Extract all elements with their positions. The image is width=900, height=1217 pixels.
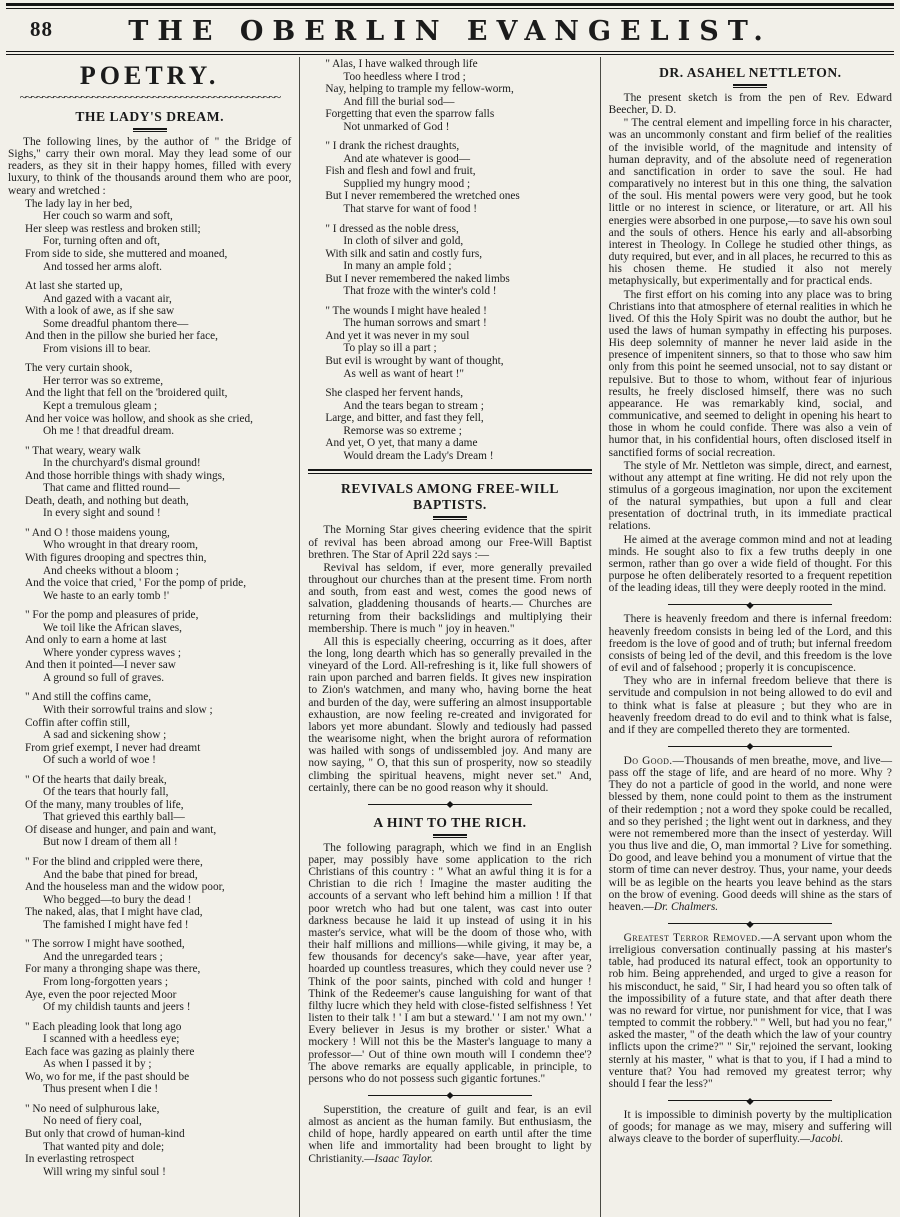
poem-line: Nay, helping to trample my fellow-worm, xyxy=(325,83,514,96)
poem-line: Supplied my hungry mood ; xyxy=(343,177,471,190)
poem-line: In many an ample fold ; xyxy=(343,260,452,273)
poem-line: And her voice was hollow, and shook as she cried, xyxy=(25,412,253,425)
poem-line: Of my childish taunts and jeers ! xyxy=(43,1001,191,1014)
poem-stanza xyxy=(325,58,591,133)
poem-line: " For the blind and crippled were there, xyxy=(25,856,203,869)
poem-line: " And O ! those maidens young, xyxy=(25,526,170,539)
poem-line: Large, and bitter, and fast they fell, xyxy=(325,412,484,425)
poem-line: " Each pleading look that long ago xyxy=(25,1020,182,1033)
article-paragraph: Greatest Terror Removed.—A servant upon whom the irreligious conversation continually passing at his master's table, had produced its natural effect, took an opportunity to rob him. Being apprehended, and urged to give a reason for his misconduct, he said, " Sir, I had heard you so often talk of the impossibility of a future state, and that after death there was no reward for virtue, nor punishment for vice, that I was tempted to commit the robbery." " Well, but had you no fear," asked the master, " of the death which the law of your country inflicts upon the crime?" " Sir," rejoined the servant, looking sternly at his master, " what is that to you, if I had a mind to venture that? You had removed my greatest terror; why should I fear the less?" xyxy=(608,932,892,1090)
poem-line: That came and flitted round— xyxy=(43,482,180,495)
poem-line: Of the many, many troubles of life, xyxy=(25,798,184,811)
poem-line: Not unmarked of God ! xyxy=(343,120,450,133)
poem-stanza xyxy=(325,387,591,462)
poem-line: Wo, wo for me, if the past should be xyxy=(25,1070,190,1083)
poem-stanza xyxy=(25,609,291,684)
poem-line: With silk and satin and costly furs, xyxy=(325,247,483,260)
poem-line: With their sorrowful trains and slow ; xyxy=(43,704,213,717)
tapered-rule xyxy=(368,1092,532,1099)
article-heading: A HINT TO THE RICH. xyxy=(308,815,591,838)
poem-stanza xyxy=(25,856,291,931)
poem-line: Who wrought in that dreary room, xyxy=(43,539,198,552)
article-paragraph: He aimed at the average common mind and not at leading minds. He sought also to fix a few truths deeply in one sermon, rather than go over a wide field of thought. For this purpose he often deliberately resorted to a frequent repetition of the leading ideas, till they were deeply rooted in the mind. xyxy=(608,533,892,595)
article-paragraph: The first effort on his coming into any place was to bring Christians into that atmosphere of eternal realities in which he lived. Of this the Holy Spirit was no doubt the author, but he used the laws of human sympathy in effecting his purposes. His deep solemnity of manner he never laid aside in the presence of impenitent sinners, so that to those who saw him only from this point he seemed unsocial, not to say distant or repulsive. But to those to whom, without fear of injurious results, he freely disclosed himself, there was no such appearance. He was remarkably kind, social, and communicative, and seemed to delight in opening his heart to those in whom he could confide. There was also a vein of humor that, in his confidential hours, often disclosed itself in sanctified forms of social recreation. xyxy=(608,288,892,459)
double-rule xyxy=(308,469,591,474)
poem-line: For many a thronging shape was there, xyxy=(25,963,201,976)
poem-stanza xyxy=(25,445,291,520)
tapered-rule xyxy=(368,801,532,808)
poem-line: I scanned with a heedless eye; xyxy=(43,1033,180,1046)
poem-line: And gazed with a vacant air, xyxy=(43,292,172,305)
poem-line: And then it pointed—I never saw xyxy=(25,659,176,672)
poem-line: For, turning often and oft, xyxy=(43,235,160,248)
tapered-rule xyxy=(668,743,832,750)
tapered-rule xyxy=(668,920,832,927)
poem-line: As well as want of heart !" xyxy=(343,367,465,380)
attribution: —Jacobi. xyxy=(799,1133,844,1146)
poem-stanza xyxy=(325,305,591,380)
article-paragraph: The following paragraph, which we find in an English paper, may possibly have some application to the rich Christians of this country : " What an awful thing it is for a Christian to die rich ! Imagine the master auditing the accounts of a servant who left behind him a million ! If that poor wretch who had but one talent, was cast into outer darkness because he laid it up instead of using it in his master's service, what will be the doom of those who, with their half millions and millions—while giving, it may be, a few thousands for decency's sake—have, year after year, hoarded up countless treasures, which they could never use ? Think of the poor saints, pinched with cold and hunger ! Think of the Redeemer's cause languishing for want of that filthy lucre which they held with close-fisted selfishness ! Yet listen to their talk ! ' I am but a steward.' ' I am not my own.' ' Every believer in Jesus is my brother or sister.' What a mockery ! Will not this be the Master's language to many a professor—' Out of thine own mouth will I condemn thee'? The above remarks are equally applicable, in principle, to persons who do not possess such gigantic fortunes." xyxy=(308,841,592,1085)
poem-stanza xyxy=(25,527,291,602)
article-heading: THE LADY'S DREAM. xyxy=(8,109,291,132)
poem-line: In every sight and sound ! xyxy=(43,507,161,520)
masthead-title: THE OBERLIN EVANGELIST. xyxy=(128,16,772,47)
header-bottom-rule xyxy=(6,51,894,55)
poem-line: But only that crowd of human-kind xyxy=(25,1127,185,1140)
poem-line: And those horrible things with shady wings, xyxy=(25,469,225,482)
poem-line: From visions ill to bear. xyxy=(43,342,151,355)
poem-line: The human sorrows and smart ! xyxy=(343,317,487,330)
poem-line: Of disease and hunger, and pain and want, xyxy=(25,823,217,836)
poem-line: And ate whatever is good— xyxy=(343,152,471,165)
tapered-rule xyxy=(668,1097,832,1104)
poem-line: Will wring my sinful soul ! xyxy=(43,1165,166,1178)
poem-line: " I dressed as the noble dress, xyxy=(325,222,459,235)
column-layout xyxy=(0,57,900,1217)
poem-stanza xyxy=(25,938,291,1013)
poem-line: Oh me ! that dreadful dream. xyxy=(43,425,175,438)
article-paragraph: The following lines, by the author of " the Bridge of Sighs," carry their own moral. May they lead some of our readers, as they sit in their happy homes, filled with every luxury, to think of the thousands around them who are poor, weary and wretched : xyxy=(8,136,292,197)
poem-line: And fill the burial sod— xyxy=(343,95,455,108)
poem-line: That starve for want of food ! xyxy=(343,203,477,216)
poem-line: Remorse was so extreme ; xyxy=(343,424,462,437)
masthead-row xyxy=(0,9,900,49)
poem-line: And the unregarded tears ; xyxy=(43,950,163,963)
poem-line: We toil like the African slaves, xyxy=(43,621,183,634)
poem-line: And tossed her arms aloft. xyxy=(43,260,162,273)
poem-line: Her couch so warm and soft, xyxy=(43,210,173,223)
poem-line: No need of fiery coal, xyxy=(43,1115,142,1128)
poem-line: Death, death, and nothing but death, xyxy=(25,494,189,507)
poem-line: Who begged—to bury the dead ! xyxy=(43,893,192,906)
article-paragraph: The Morning Star gives cheering evidence that the spirit of revival has been abroad among our Free-Will Baptist brethren. The Star of April 22d says :— xyxy=(308,524,592,561)
poem-line: And yet, O yet, that many a dame xyxy=(325,437,478,450)
poem-stanza xyxy=(25,280,291,355)
poem-line: " And still the coffins came, xyxy=(25,691,152,704)
poem-line: And only to earn a home at last xyxy=(25,634,167,647)
poem-line: And the light that fell on the 'broidered quilt, xyxy=(25,387,228,400)
paragraph-lead: Do Good.— xyxy=(623,754,685,767)
poem-stanza xyxy=(25,774,291,849)
section-title: POETRY. ~~~~~ xyxy=(8,61,291,102)
article-paragraph: " The central element and impelling force in his character, was an uncommonly constant and firm belief of the realities of the invisible world, of the magnitude and intensity of human depravity, and of the absolute need of regeneration and sanctification in order to save the soul. He had comparatively no interest but in this one thing, the salvation of the soul. His mental powers were very good, but he took little or no interest in science, or literature, or art. All his energies were absorbed in one purpose,—to save his own soul and the souls of others. Hence his early and all-absorbing interest in Theology. In College he studied other things, as duty required, but ever, and in all places, he recurred to this as his chosen theme. He studied it also not merely metaphysically, but experimentally and for practical ends. xyxy=(608,117,892,288)
article-paragraph: They who are in infernal freedom believe that there is servitude and compulsion in not being allowed to do evil and to think what is false at pleasure ; but they who are in heavenly freedom dread to do evil and to think what is false, and if they are compelled thereto they are tormented. xyxy=(608,675,892,736)
poem-line: A ground so full of graves. xyxy=(43,671,165,684)
poem-line: " No need of sulphurous lake, xyxy=(25,1102,160,1115)
poem-line: To play so ill a part ; xyxy=(343,342,437,355)
poem-line: In everlasting retrospect xyxy=(25,1153,135,1166)
poem-line: Would dream the Lady's Dream ! xyxy=(343,449,494,462)
poem-line: Of the tears that hourly fall, xyxy=(43,786,169,799)
poem-stanza xyxy=(25,1103,291,1178)
poem-line: Kept a tremulous gleam ; xyxy=(43,399,158,412)
poem-line: A sad and sickening show ; xyxy=(43,729,167,742)
poem-line: Where yonder cypress waves ; xyxy=(43,646,182,659)
poem-line: From long-forgotten years ; xyxy=(43,975,168,988)
poem-line: That wanted pity and dole; xyxy=(43,1140,165,1153)
poem-line: But evil is wrought by want of thought, xyxy=(325,355,504,368)
poem-stanza xyxy=(25,691,291,766)
poem-stanza xyxy=(25,1021,291,1096)
poem-line: Forgetting that even the sparrow falls xyxy=(325,108,495,121)
poem-line: And the voice that cried, ' For the pomp of pride, xyxy=(25,577,247,590)
poem-line: Fish and flesh and fowl and fruit, xyxy=(325,165,476,178)
poem-line: Thus present when I die ! xyxy=(43,1083,159,1096)
column-middle xyxy=(299,57,600,1217)
poem-line: " The wounds I might have healed ! xyxy=(325,304,487,317)
poem-line: And then in the pillow she buried her face, xyxy=(25,330,218,343)
poem-line: The famished I might have fed ! xyxy=(43,918,189,931)
poem-line: But now I dream of them all ! xyxy=(43,836,178,849)
article-paragraph: The present sketch is from the pen of Rev. Edward Beecher, D. D. xyxy=(608,92,892,117)
article-paragraph: It is impossible to diminish poverty by the multiplication of goods; for manage as we may, misery and suffering will always cleave to the border of superfluity.—Jacobi. xyxy=(608,1109,892,1146)
poem-line: That grieved this earthly ball— xyxy=(43,811,185,824)
poem-line: " For the pomp and pleasures of pride, xyxy=(25,609,199,622)
poem-line: The lady lay in her bed, xyxy=(25,197,133,210)
poem-line: Coffin after coffin still, xyxy=(25,716,130,729)
page-number: 88 xyxy=(30,17,53,41)
article-paragraph: Superstition, the creature of guilt and fear, is an evil almost as ancient as the human family. But enthusiasm, the child of hope, hardly appeared on earth until after the time when life and immortality had been brought to light by Christianity.—Isaac Taylor. xyxy=(308,1103,592,1165)
poem-line: Aye, even the poor rejected Moor xyxy=(25,988,177,1001)
poem-line: From grief exempt, I never had dreamt xyxy=(25,741,201,754)
article-paragraph: Revival has seldom, if ever, more generally prevailed throughout our churches than at the present time. From north and south, from east and west, comes the good news of salvation, gladdening thousands of hearts.— Churches are returning from their backslidings and multiplying their membership. There is much " joy in heaven." xyxy=(308,561,592,635)
attribution: —Isaac Taylor. xyxy=(364,1152,433,1165)
poem-line: As when I passed it by ; xyxy=(43,1058,152,1071)
poem-line: And the tears began to stream ; xyxy=(343,399,484,412)
paragraph-lead: Greatest Terror Removed.— xyxy=(623,932,773,944)
poem-stanza xyxy=(25,362,291,437)
poem-line: " That weary, weary walk xyxy=(25,444,141,457)
poem-line: At last she started up, xyxy=(25,280,123,293)
poem-line: With figures drooping and spectres thin, xyxy=(25,552,207,564)
poem-line: Each face was gazing as plainly there xyxy=(25,1045,195,1058)
poem-line: In the churchyard's dismal ground! xyxy=(43,457,201,470)
poem-stanza xyxy=(325,140,591,215)
poem-line: That froze with the winter's cold ! xyxy=(343,285,497,298)
article-heading: REVIVALS AMONG FREE-WILL BAPTISTS. xyxy=(308,481,591,520)
poem-line: In cloth of silver and gold, xyxy=(343,235,464,248)
poem-line: But I never remembered the naked limbs xyxy=(325,272,510,285)
poem-line: Her sleep was restless and broken still; xyxy=(25,222,201,235)
poem-line: Her terror was so extreme, xyxy=(43,374,164,387)
article-paragraph: The style of Mr. Nettleton was simple, direct, and earnest, without any attempt at fine writing. He did not rely upon the stimulus of a gorgeous imagination, nor upon the excitement of the natural sympathies, but upon a full and clear presentation of doctrinal truth, in its immediate practical relations. xyxy=(608,459,892,533)
poem-line: With a look of awe, as if she saw xyxy=(25,305,175,318)
poem-line: We haste to an early tomb !' xyxy=(43,589,169,602)
poem-line: But I never remembered the wretched ones xyxy=(325,190,520,203)
poem-line: The very curtain shook, xyxy=(25,362,133,375)
poem-line: She clasped her fervent hands, xyxy=(325,387,464,400)
poem-line: The naked, alas, that I might have clad, xyxy=(25,906,203,919)
poem-line: And the babe that pined for bread, xyxy=(43,868,198,881)
column-left xyxy=(0,57,299,1217)
article-heading: DR. ASAHEL NETTLETON. xyxy=(609,65,892,88)
poem-line: And cheeks without a bloom ; xyxy=(43,564,179,577)
poem-stanza xyxy=(25,198,291,273)
article-paragraph: Do Good.—Thousands of men breathe, move, and live—pass off the stage of life, and are heard of no more. Why ? They do not a particle of good in the world, and none were blessed by them, none could point to them as the instrument of their redemption ; not a word they spoke could be recalled, and so they perished ; the light went out in darkness, and they were not remembered more than the insect of yesterday. Will you thus live and die, O, man immortal ? Live for something. Do good, and leave behind you a monument of virtue that the storm of time can never destroy. Thus, your name, your deeds will be as legible on the hearts you leave behind as the stars on the brow of evening. Good deeds will shine as the stars of heaven.—Dr. Chalmers. xyxy=(608,754,892,913)
article-paragraph: There is heavenly freedom and there is infernal freedom: heavenly freedom consists in being led of the Lord, and this freedom is the love of good and of truth; but infernal freedom consists of being led of the devil, and this freedom is the love of evil and of falsehood ; properly it is concupiscence. xyxy=(608,613,892,675)
poem-line: " Of the hearts that daily break, xyxy=(25,773,167,786)
article-paragraph: All this is especially cheering, occurring as it does, after the long, long dearth which has so generally prevailed in the vineyard of the Lord. All-refreshing is it, like full showers of rain upon parched and barren fields. It gives new inspiration to Zion's watchmen, and many who, having borne the heat and burden of the day, were suffering an almost insupportable exhaustion, are now feeling re-created and invigorated for labors yet more abundant. Slowly and tediously had passed the wearisome night, when the bright aurora of reformation was hailed with songs of undissembled joy. And many are now saying, " O, that this sun of prosperity, now so steadily climbing the spiritual heavens, might never set." And, certainly, there can be no good reason why it should. xyxy=(308,635,592,794)
poem-line: Some dreadful phantom there— xyxy=(43,317,189,330)
tapered-rule xyxy=(668,601,832,608)
poem-line: From side to side, she muttered and moaned, xyxy=(25,247,228,260)
poem-line: " I drank the richest draughts, xyxy=(325,140,460,153)
poem-line: Of such a world of woe ! xyxy=(43,754,156,767)
poem-line: And the houseless man and the widow poor, xyxy=(25,881,225,894)
poem-line: " The sorrow I might have soothed, xyxy=(25,938,185,951)
poem-stanza xyxy=(325,223,591,298)
poem-line: " Alas, I have walked through life xyxy=(325,58,478,70)
attribution: —Dr. Chalmers. xyxy=(643,900,719,913)
poem-line: And yet it was never in my soul xyxy=(325,329,470,342)
poem-line: Too heedless where I trod ; xyxy=(343,70,466,83)
column-right xyxy=(601,57,900,1217)
